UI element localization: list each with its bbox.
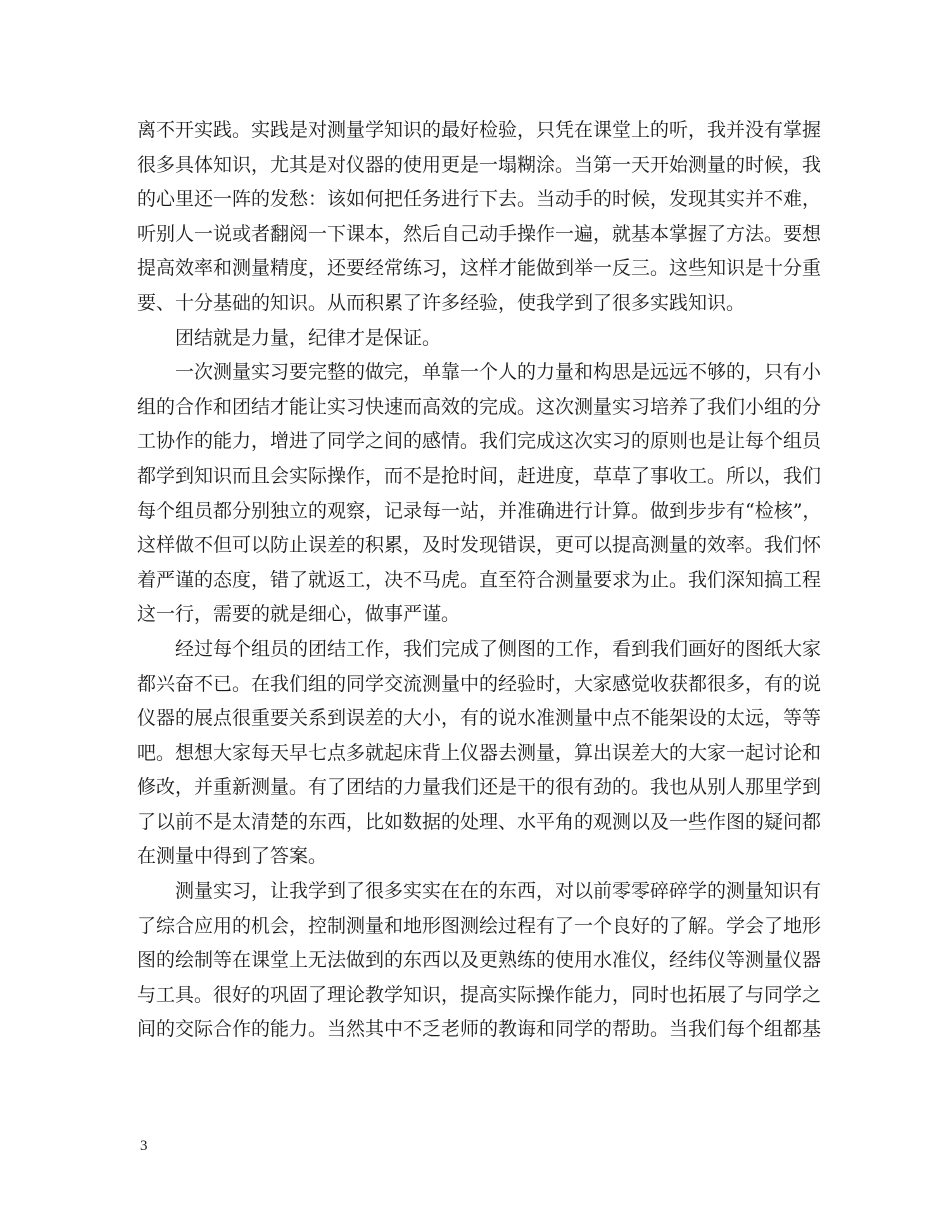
text-line: 在测量中得到了答案。 xyxy=(137,845,328,868)
text-line: 听别人一说或者翻阅一下课本，然后自己动手操作一遍，就基本掌握了方法。要想 xyxy=(137,222,822,245)
text-line: 都学到知识而且会实际操作，而不是抢时间，赶进度，草草了事收工。所以，我们 xyxy=(137,464,822,487)
text-line: 经过每个组员的团结工作，我们完成了侧图的工作，看到我们画好的图纸大家 xyxy=(175,637,822,660)
text-line: 离不开实践。实践是对测量学知识的最好检验，只凭在课堂上的听，我并没有掌握 xyxy=(137,119,822,141)
text-line: 了以前不是太清楚的东西，比如数据的处理、水平角的观测以及一些作图的疑问都 xyxy=(137,810,822,833)
text-line: 的心里还一阵的发愁：该如何把任务进行下去。当动手的时候，发现其实并不难， xyxy=(137,188,822,211)
text-line: 一次测量实习要完整的做完，单靠一个人的力量和构思是远远不够的，只有小 xyxy=(175,361,822,384)
text-line: 这一行，需要的就是细心，做事严谨。 xyxy=(137,603,461,626)
text-line: 仪器的展点很重要关系到误差的大小，有的说水准测量中点不能架设的太远，等等 xyxy=(137,707,822,730)
text-line: 测量实习，让我学到了很多实实在在的东西，对以前零零碎碎学的测量知识有 xyxy=(175,880,822,903)
text-line: 组的合作和团结才能让实习快速而高效的完成。这次测量实习培养了我们小组的分 xyxy=(137,395,822,418)
text-line: 每个组员都分别独立的观察，记录每一站，并准确进行计算。做到步步有“检核”， xyxy=(137,499,822,522)
text-line: 了综合应用的机会，控制测量和地形图测绘过程有了一个良好的了解。学会了地形 xyxy=(137,914,822,937)
text-line: 着严谨的态度，错了就返工，决不马虎。直至符合测量要求为止。我们深知搞工程 xyxy=(137,568,822,591)
text-line: 提高效率和测量精度，还要经常练习，这样才能做到举一反三。这些知识是十分重 xyxy=(137,257,822,280)
text-line: 工协作的能力，增进了同学之间的感情。我们完成这次实习的原则也是让每个组员 xyxy=(137,430,822,453)
text-line: 与工具。很好的巩固了理论教学知识，提高实际操作能力，同时也拓展了与同学之 xyxy=(137,983,822,1006)
body-text xyxy=(137,113,837,1047)
text-line: 间的交际合作的能力。当然其中不乏老师的教诲和同学的帮助。当我们每个组都基 xyxy=(137,1018,822,1041)
text-line: 要、十分基础的知识。从而积累了许多经验，使我学到了很多实践知识。 xyxy=(137,291,746,314)
text-line: 这样做不但可以防止误差的积累，及时发现错误，更可以提高测量的效率。我们怀 xyxy=(137,534,822,557)
text-line: 修改，并重新测量。有了团结的力量我们还是干的很有劲的。我也从别人那里学到 xyxy=(137,776,822,799)
text-line: 都兴奋不已。在我们组的同学交流测量中的经验时，大家感觉收获都很多，有的说 xyxy=(137,672,822,695)
text-line: 吧。想想大家每天早七点多就起床背上仪器去测量，算出误差大的大家一起讨论和 xyxy=(137,741,822,764)
text-line: 很多具体知识，尤其是对仪器的使用更是一塌糊涂。当第一天开始测量的时候，我 xyxy=(137,153,822,176)
paragraph-heading: 团结就是力量，纪律才是保证。 xyxy=(175,326,442,349)
text-line: 图的绘制等在课堂上无法做到的东西以及更熟练的使用水准仪，经纬仪等测量仪器 xyxy=(137,949,822,972)
page-number: 3 xyxy=(140,1138,148,1154)
